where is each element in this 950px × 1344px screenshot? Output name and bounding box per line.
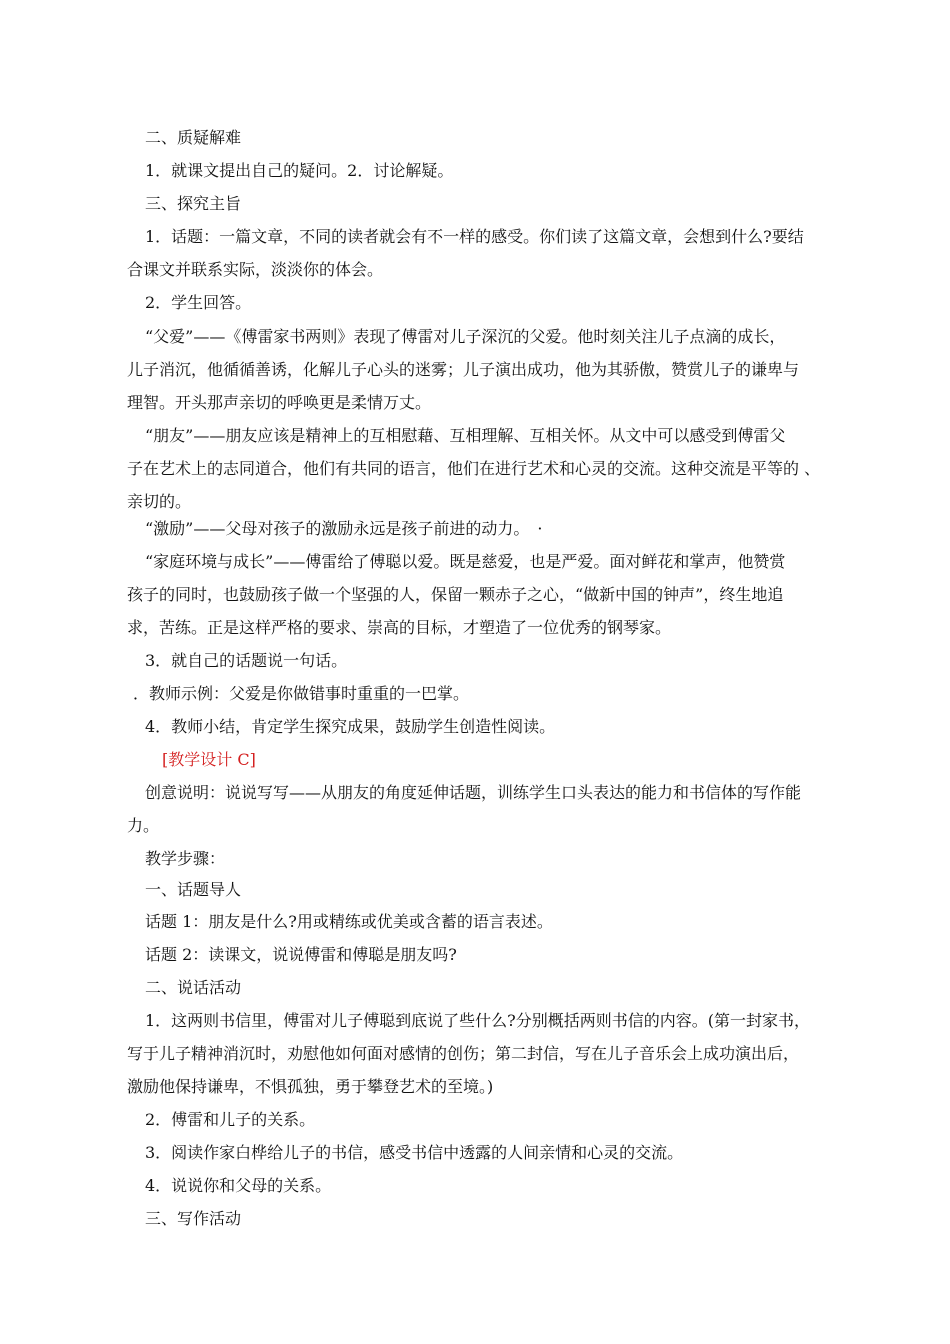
section-heading-3b: 三、写作活动 <box>145 1209 242 1228</box>
paragraph-line: 合课文并联系实际，淡淡你的体会。 <box>127 260 384 279</box>
paragraph-line: 1．这两则书信里，傅雷对儿子傅聪到底说了些什么?分别概括两则书信的内容。(第一封家书， <box>145 1011 811 1030</box>
paragraph-line: 教学步骤： <box>145 849 226 868</box>
section-heading-1: 一、话题导人 <box>145 880 242 899</box>
paragraph-line: 1．就课文提出自己的疑问。2．讨论解疑。 <box>145 161 454 180</box>
paragraph-line: 话题 1：朋友是什么?用或精练或优美或含蓄的语言表述。 <box>145 912 553 931</box>
paragraph-line: 力。 <box>127 816 160 835</box>
paragraph-line: 求，苦练。正是这样严格的要求、崇高的目标，才塑造了一位优秀的钢琴家。 <box>127 618 672 637</box>
paragraph-line: “激励”——父母对孩子的激励永远是孩子前进的动力。 · <box>145 519 543 538</box>
paragraph-line: 话题 2：读课文，说说傅雷和傅聪是朋友吗? <box>145 945 457 964</box>
paragraph-line: “父爱”——《傅雷家书两则》表现了傅雷对儿子深沉的父爱。他时刻关注儿子点滴的成长， <box>145 327 786 346</box>
design-c-heading: [教学设计 C] <box>162 750 256 769</box>
paragraph-line: “家庭环境与成长”——傅雷给了傅聪以爱。既是慈爱，也是严爱。面对鲜花和掌声，他赞赏 <box>145 552 786 571</box>
paragraph-line: 理智。开头那声亲切的呼唤更是柔情万丈。 <box>127 393 432 412</box>
paragraph-line: “朋友”——朋友应该是精神上的互相慰藉、互相理解、互相关怀。从文中可以感受到傅雷父 <box>145 426 786 445</box>
paragraph-line: 激励他保持谦卑，不惧孤独，勇于攀登艺术的至境。) <box>127 1077 494 1096</box>
section-heading-2b: 二、说话活动 <box>145 978 242 997</box>
section-heading-2: 二、质疑解难 <box>145 128 242 147</box>
paragraph-line: 亲切的。 <box>127 492 192 511</box>
paragraph-line: 2．学生回答。 <box>145 293 252 312</box>
paragraph-line: 3．阅读作家白桦给儿子的书信，感受书信中透露的人间亲情和心灵的交流。 <box>145 1143 684 1162</box>
paragraph-line: 2．傅雷和儿子的关系。 <box>145 1110 316 1129</box>
paragraph-line: 子在艺术上的志同道合，他们有共同的语言，他们在进行艺术和心灵的交流。这种交流是平等的 、 <box>127 459 821 478</box>
paragraph-line: 4．教师小结，肯定学生探究成果，鼓励学生创造性阅读。 <box>145 717 556 736</box>
section-heading-3: 三、探究主旨 <box>145 194 242 213</box>
paragraph-line: 儿子消沉，他循循善诱，化解儿子心头的迷雾；儿子演出成功，他为其骄傲，赞赏儿子的谦卑与 <box>127 360 800 379</box>
paragraph-line: ．教师示例：父爱是你做错事时重重的一巴掌。 <box>133 684 470 703</box>
paragraph-line: 4．说说你和父母的关系。 <box>145 1176 332 1195</box>
paragraph-line: 1．话题：一篇文章，不同的读者就会有不一样的感受。你们读了这篇文章，会想到什么?要结 <box>145 227 804 246</box>
paragraph-line: 孩子的同时，也鼓励孩子做一个坚强的人，保留一颗赤子之心，“做新中国的钟声”，终生地追 <box>127 585 784 604</box>
paragraph-line: 写于儿子精神消沉时，劝慰他如何面对感情的创伤；第二封信，写在儿子音乐会上成功演出后， <box>127 1044 800 1063</box>
paragraph-line: 创意说明：说说写写——从朋友的角度延伸话题，训练学生口头表达的能力和书信体的写作能 <box>145 783 802 802</box>
paragraph-line: 3．就自己的话题说一句话。 <box>145 651 348 670</box>
